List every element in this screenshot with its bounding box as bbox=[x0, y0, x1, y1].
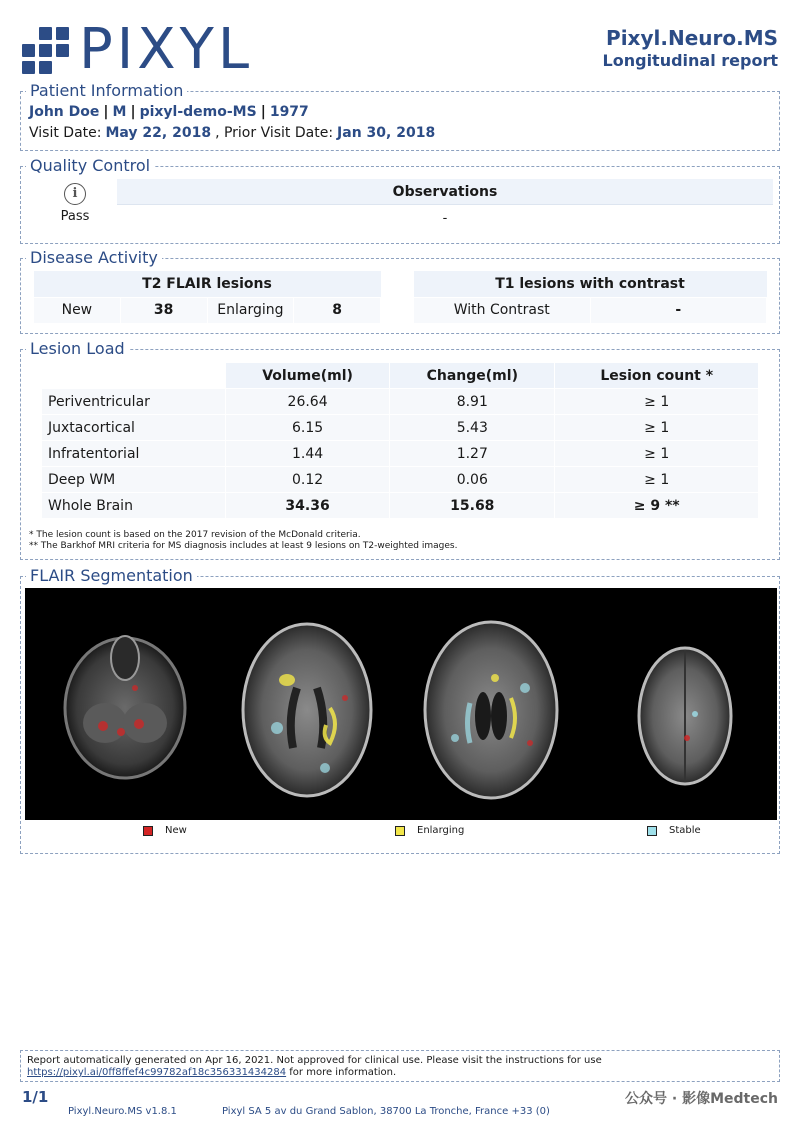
qc-status-label: Pass bbox=[60, 209, 90, 224]
product-title-block bbox=[603, 26, 778, 72]
legend-swatch-enlarging bbox=[395, 826, 405, 836]
report-type: Longitudinal report bbox=[602, 51, 778, 70]
section-title: Patient Information bbox=[26, 82, 187, 100]
observations-header: Observations bbox=[117, 179, 773, 205]
product-name: Pixyl.Neuro.MS bbox=[606, 26, 778, 50]
prior-visit-date: Jan 30, 2018 bbox=[337, 125, 436, 141]
lesion-load-table bbox=[41, 362, 759, 519]
company-address: Pixyl SA 5 av du Grand Sablon, 38700 La Tronche, France +33 (0) bbox=[222, 1106, 550, 1117]
table-row bbox=[42, 493, 759, 519]
watermark: 公众号 · 影像Medtech bbox=[625, 1091, 778, 1107]
patient-identity: John Doe | M | pixyl-demo-MS | 1977 bbox=[29, 104, 309, 120]
section-title: Disease Activity bbox=[26, 249, 162, 267]
region-column-header bbox=[42, 363, 226, 389]
column-header: Lesion count * bbox=[555, 363, 759, 389]
qc-box bbox=[33, 179, 773, 233]
change-cell: 15.68 bbox=[390, 493, 555, 519]
t2-flair-table bbox=[33, 271, 381, 324]
section-title: Quality Control bbox=[26, 157, 154, 175]
change-cell: 8.91 bbox=[390, 389, 555, 415]
legend-stable bbox=[647, 825, 701, 836]
legend-enlarging bbox=[395, 825, 464, 836]
table-row bbox=[42, 415, 759, 441]
enlarging-value: 8 bbox=[294, 297, 381, 323]
region-label: Juxtacortical bbox=[42, 415, 226, 441]
legend-label: Stable bbox=[669, 825, 701, 836]
info-icon: i bbox=[64, 183, 86, 205]
quality-control-section bbox=[20, 156, 780, 244]
change-cell: 0.06 bbox=[390, 467, 555, 493]
logo-text: PIXYL bbox=[79, 17, 254, 82]
legend-swatch-new bbox=[143, 826, 153, 836]
new-label: New bbox=[34, 297, 121, 323]
observations-value: - bbox=[117, 205, 773, 233]
count-cell: ≥ 9 ** bbox=[555, 493, 759, 519]
with-contrast-value: - bbox=[590, 297, 767, 323]
mri-slice-3 bbox=[425, 622, 557, 798]
table-row bbox=[42, 441, 759, 467]
count-cell: ≥ 1 bbox=[555, 467, 759, 493]
logo-grid-icon bbox=[22, 27, 69, 74]
column-header: Volume(ml) bbox=[226, 363, 390, 389]
new-value: 38 bbox=[120, 297, 207, 323]
prior-visit-label: , Prior Visit Date: bbox=[215, 125, 334, 141]
table-row bbox=[42, 467, 759, 493]
software-version: Pixyl.Neuro.MS v1.8.1 bbox=[68, 1106, 177, 1117]
mri-slices-image bbox=[25, 588, 777, 820]
patient-id: pixyl-demo-MS bbox=[139, 104, 257, 120]
footnote-2: ** The Barkhof MRI criteria for MS diagnosis includes at least 9 lesions on T2-weighted images. bbox=[29, 541, 458, 551]
section-title: Lesion Load bbox=[26, 340, 129, 358]
link-suffix: for more information. bbox=[286, 1067, 397, 1078]
table-row bbox=[42, 389, 759, 415]
patient-sex: M bbox=[112, 104, 127, 120]
footnotes bbox=[29, 530, 457, 552]
report-header bbox=[20, 18, 780, 80]
mri-scan-panel bbox=[25, 588, 777, 820]
t1-header: T1 lesions with contrast bbox=[414, 271, 767, 297]
legend-new bbox=[143, 825, 187, 836]
region-label: Infratentorial bbox=[42, 441, 226, 467]
disease-activity-section bbox=[20, 248, 780, 334]
patient-name: John Doe bbox=[29, 104, 100, 120]
volume-cell: 6.15 bbox=[226, 415, 390, 441]
visit-date: May 22, 2018 bbox=[105, 125, 212, 141]
instructions-link[interactable]: https://pixyl.ai/0ff8ffef4c99782af18c356331434284 bbox=[27, 1067, 287, 1078]
region-label: Periventricular bbox=[42, 389, 226, 415]
volume-cell: 0.12 bbox=[226, 467, 390, 493]
legend-label: Enlarging bbox=[417, 825, 465, 836]
volume-cell: 26.64 bbox=[226, 389, 390, 415]
qc-status bbox=[33, 179, 117, 233]
enlarging-label: Enlarging bbox=[207, 297, 294, 323]
qc-observations bbox=[117, 179, 773, 233]
visit-date-label: Visit Date: bbox=[29, 125, 102, 141]
pixyl-logo bbox=[22, 17, 254, 82]
region-label: Deep WM bbox=[42, 467, 226, 493]
change-cell: 5.43 bbox=[390, 415, 555, 441]
mri-slice-4 bbox=[639, 648, 731, 784]
column-header: Change(ml) bbox=[390, 363, 555, 389]
disclaimer-text: Report automatically generated on Apr 16, 2021. Not approved for clinical use. Please visit the instructions for use bbox=[27, 1055, 602, 1066]
flair-segmentation-section bbox=[20, 566, 780, 854]
legend-label: New bbox=[165, 825, 187, 836]
footnote-1: * The lesion count is based on the 2017 revision of the McDonald criteria. bbox=[29, 530, 361, 540]
visit-dates bbox=[29, 125, 439, 141]
patient-information-section bbox=[20, 81, 780, 151]
region-label: Whole Brain bbox=[42, 493, 226, 519]
footer-disclaimer bbox=[20, 1050, 780, 1082]
count-cell: ≥ 1 bbox=[555, 389, 759, 415]
patient-birth-year: 1977 bbox=[269, 104, 309, 120]
section-title: FLAIR Segmentation bbox=[26, 567, 197, 585]
change-cell: 1.27 bbox=[390, 441, 555, 467]
t1-contrast-table bbox=[413, 271, 767, 324]
t2-header: T2 FLAIR lesions bbox=[34, 271, 381, 297]
volume-cell: 1.44 bbox=[226, 441, 390, 467]
count-cell: ≥ 1 bbox=[555, 441, 759, 467]
mri-slice-2 bbox=[243, 624, 371, 796]
volume-cell: 34.36 bbox=[226, 493, 390, 519]
with-contrast-label: With Contrast bbox=[414, 297, 591, 323]
mri-slice-1 bbox=[65, 636, 185, 778]
lesion-load-section bbox=[20, 339, 780, 560]
page-number: 1/1 bbox=[22, 1088, 49, 1106]
legend-swatch-stable bbox=[647, 826, 657, 836]
count-cell: ≥ 1 bbox=[555, 415, 759, 441]
